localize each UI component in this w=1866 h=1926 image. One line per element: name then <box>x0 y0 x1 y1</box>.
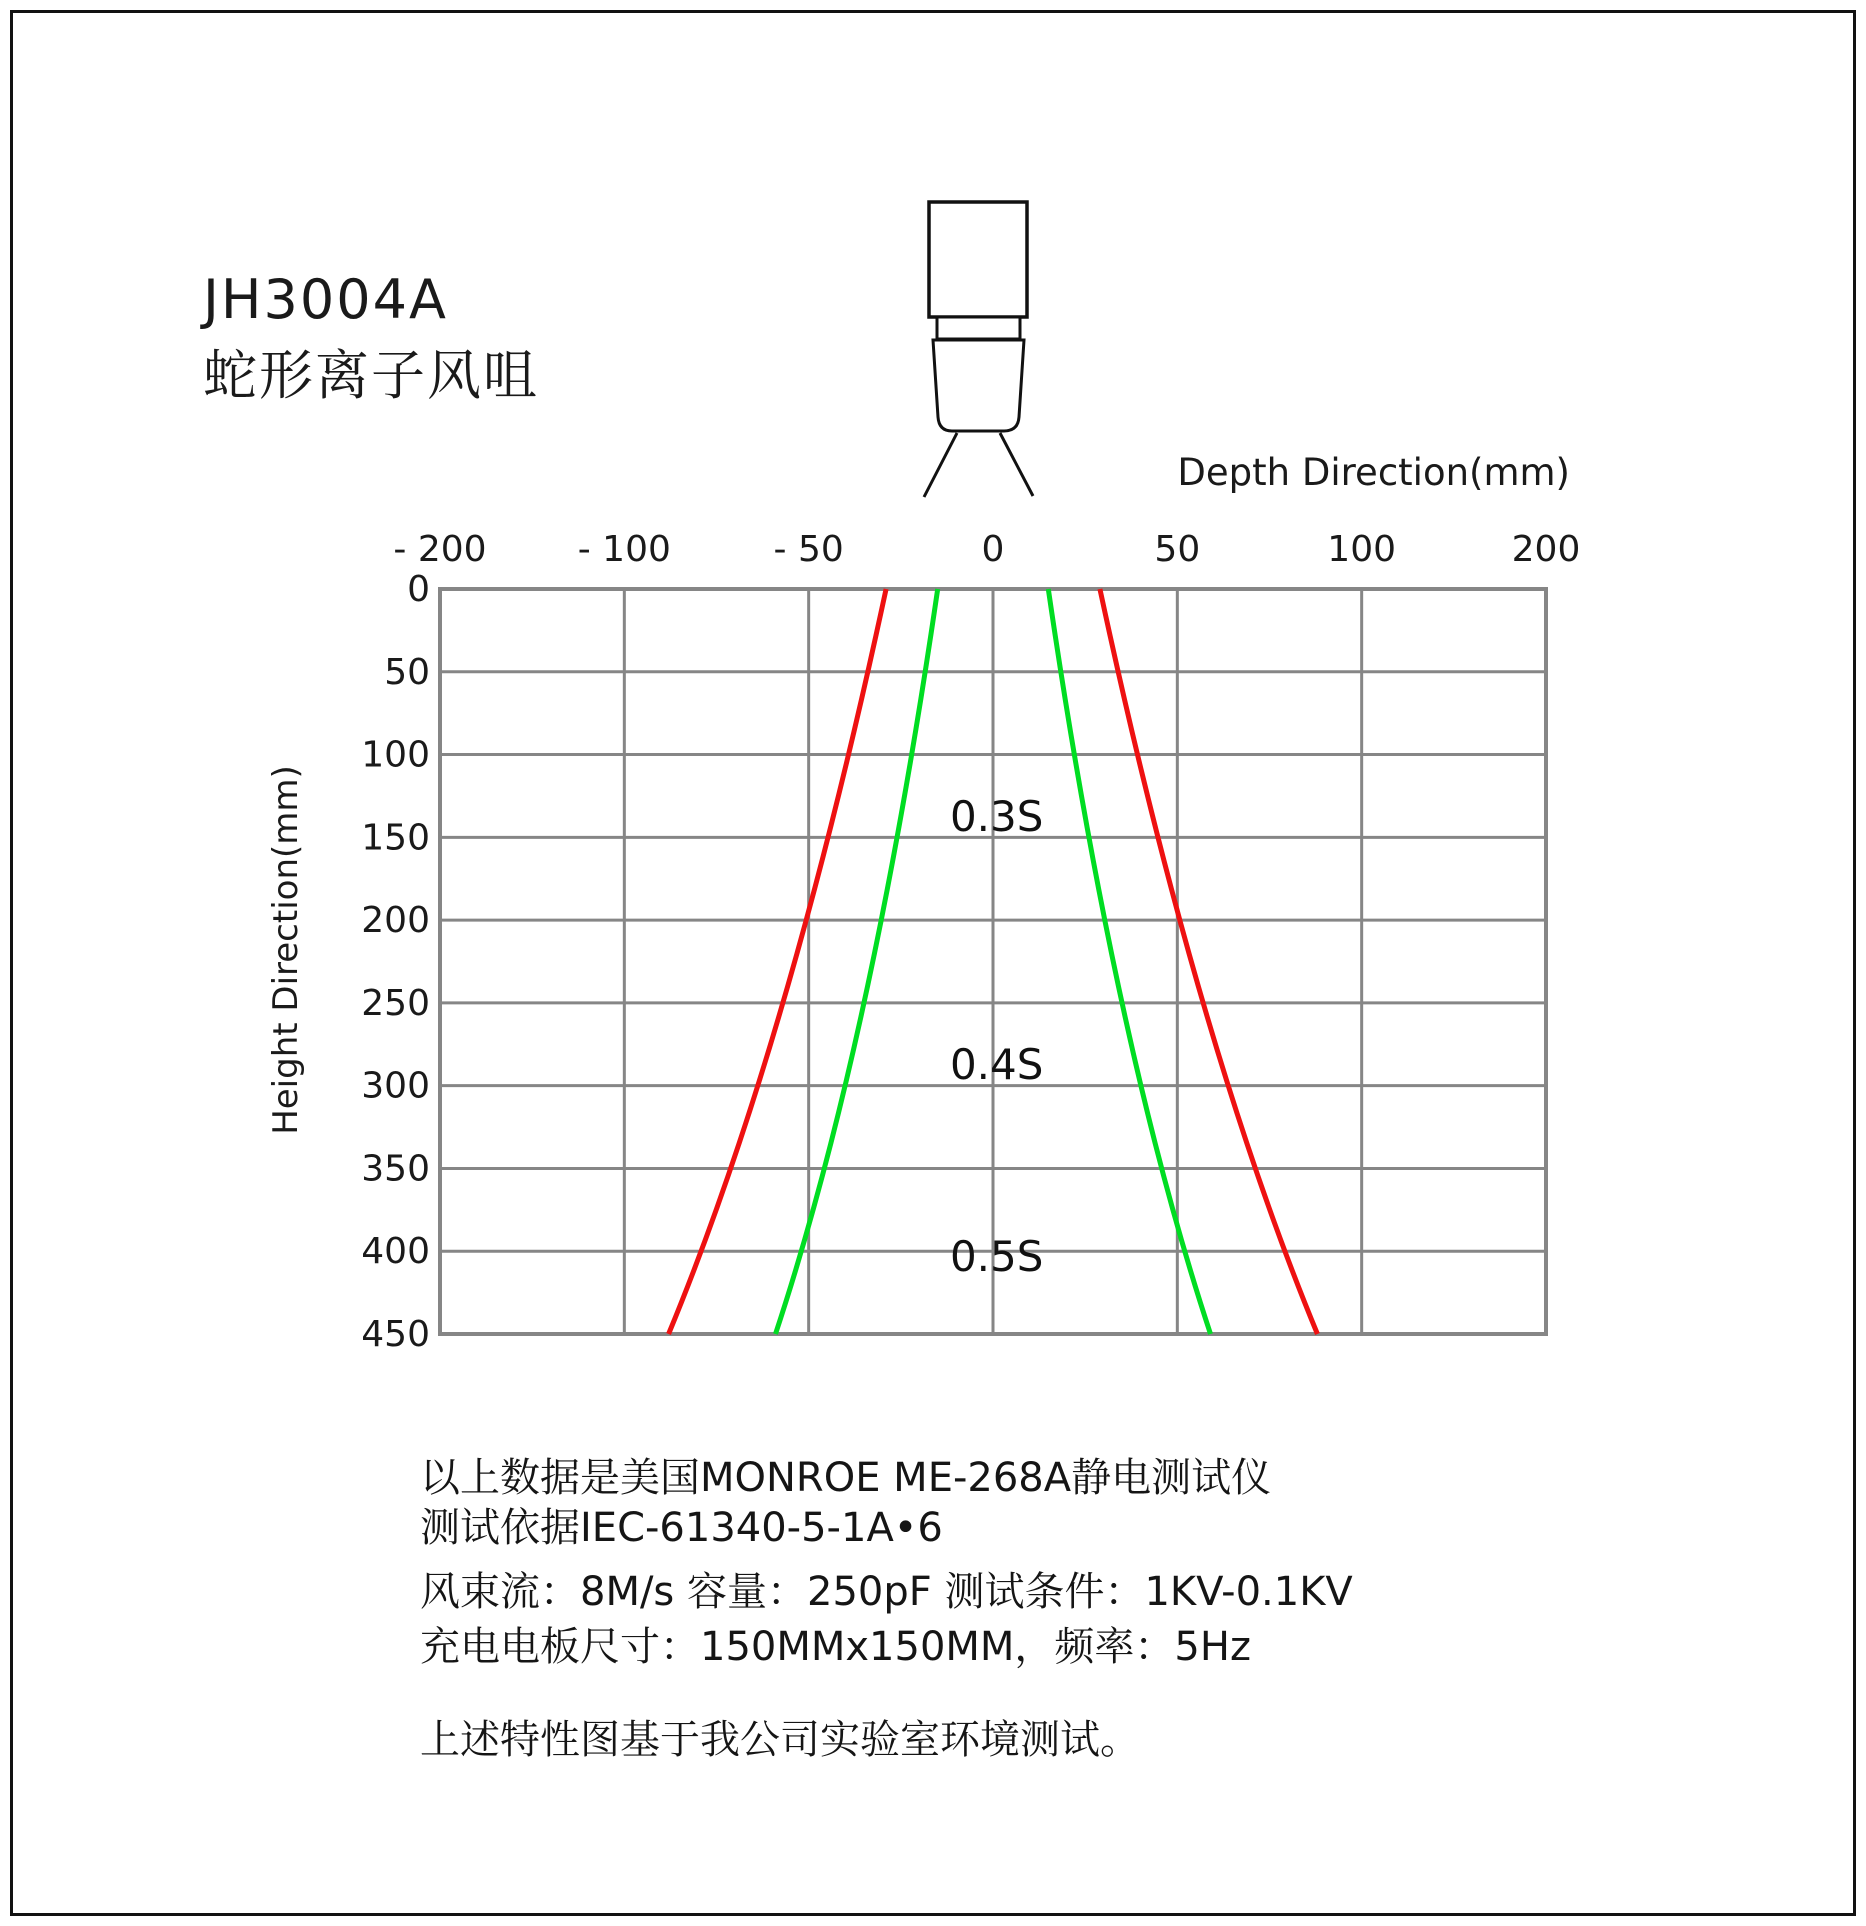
decay-boundary-green-right <box>1048 589 1210 1334</box>
y-tick-label: 300 <box>361 1065 430 1107</box>
contour-label: 0.3S <box>949 791 1044 841</box>
product-model: JH3004A <box>203 268 448 331</box>
x-tick-label: 200 <box>1511 529 1581 570</box>
y-tick-label: 50 <box>384 651 430 693</box>
product-name: 蛇形离子风咀 <box>203 344 539 407</box>
note-line-3: 风束流：8M/s 容量：250pF 测试条件：1KV-0.1KV <box>420 1569 1353 1615</box>
y-tick-label: 250 <box>361 982 430 1024</box>
y-tick-label: 0 <box>407 569 430 610</box>
x-tick-label: 0 <box>981 529 1005 570</box>
x-tick-label: - 50 <box>773 529 844 570</box>
y-tick-label: 200 <box>361 900 430 942</box>
x-tick-label: 100 <box>1327 529 1397 570</box>
x-axis-title: Depth Direction(mm) <box>1177 451 1570 494</box>
note-line-4: 充电电板尺寸：150MMx150MM，频率：5Hz <box>420 1624 1251 1670</box>
y-tick-label: 400 <box>361 1231 430 1273</box>
note-line-5: 上述特性图基于我公司实验室环境测试。 <box>420 1717 1140 1763</box>
y-axis-title: Height Direction(mm) <box>266 765 306 1135</box>
y-tick-label: 450 <box>361 1314 430 1355</box>
contour-label: 0.4S <box>949 1040 1044 1090</box>
y-tick-label: 150 <box>361 817 430 859</box>
note-line-1: 以上数据是美国MONROE ME-268A静电测试仪 <box>420 1455 1272 1501</box>
note-line-2: 测试依据IEC-61340-5-1A•6 <box>420 1505 943 1551</box>
contour-label: 0.5S <box>949 1232 1044 1282</box>
x-tick-label: - 200 <box>393 529 487 570</box>
decay-boundary-green-left <box>775 589 937 1334</box>
x-tick-label: 50 <box>1154 529 1201 570</box>
y-tick-label: 350 <box>361 1148 430 1190</box>
y-tick-label: 100 <box>361 734 430 776</box>
decay-boundary-red-right <box>1100 589 1318 1334</box>
decay-boundary-red-left <box>669 589 887 1334</box>
x-tick-label: - 100 <box>577 529 671 570</box>
